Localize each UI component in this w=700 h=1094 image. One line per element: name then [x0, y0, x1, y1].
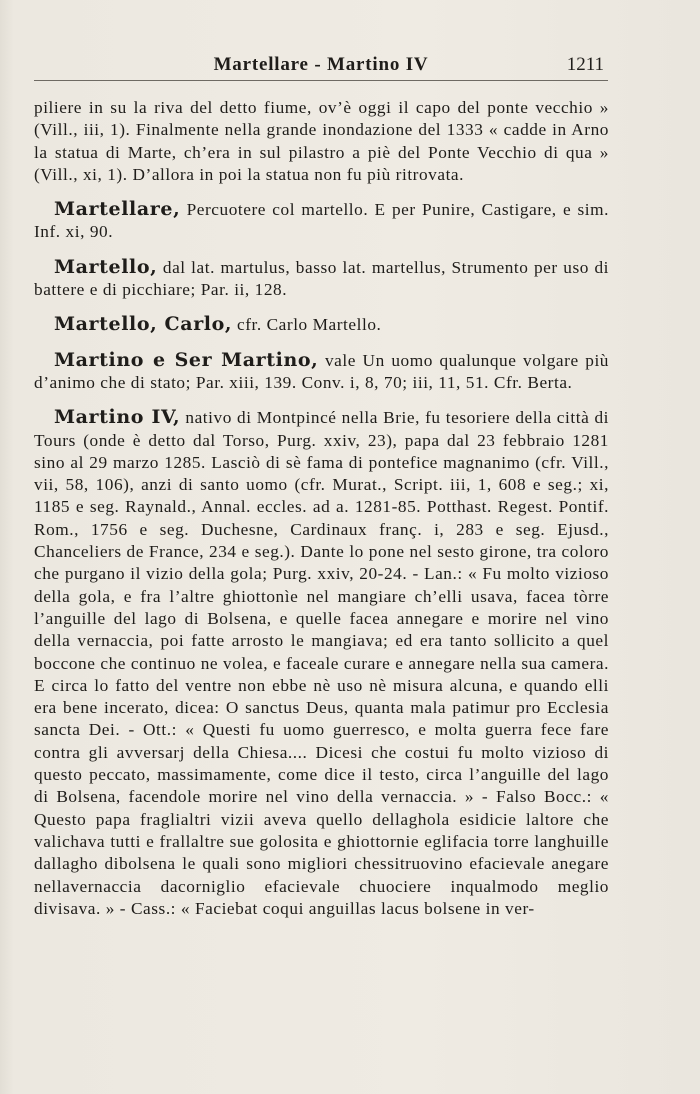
entry-text: dal lat. martulus, basso lat. martellus, Strumento per uso di battere e di picchiare; Par. ii, 128. [34, 257, 609, 300]
entry-martellare [34, 198, 609, 244]
headword: Martello, [54, 255, 158, 278]
running-title: Martellare - Martino IV [213, 54, 429, 75]
entry-martello [34, 256, 609, 302]
continued-paragraph: piliere in su la riva del detto fiume, ov’è oggi il capo del ponte vecchio » (Vill., iii, 1). Finalmente nella grande inondazione del 1333 « cadde in Arno la statua di Marte, ch’era in sul pilastro a piè del Ponte Vecchio di qua » (Vill., xi, 1). D’allora in poi la statua non fu più ritrovata. [34, 98, 609, 184]
entry-text: cfr. Carlo Martello. [232, 315, 382, 335]
entry-text: Percuotere col martello. E per Punire, Castigare, e sim. Inf. xi, 90. [34, 200, 609, 242]
headword: Martino e Ser Martino, [54, 348, 319, 371]
entry-text: vale Un uomo qualunque volgare più d’animo che di stato; Par. xiii, 139. Conv. i, 8, 70; iii, 11, 51. Cfr. Berta. [34, 350, 609, 392]
running-header [34, 52, 608, 82]
entry-martino [34, 349, 609, 395]
headword: Martello, Carlo, [54, 313, 233, 336]
page-number: 1211 [566, 54, 604, 75]
dictionary-text [34, 97, 609, 920]
header-rule [34, 80, 608, 81]
headword: Martellare, [54, 198, 181, 221]
entry-text: nativo di Montpincé nella Brie, fu tesoriere della città di Tours (onde è detto dal Torso, Purg. xxiv, 23), papa dal 23 febbraio 1281 sino al 29 marzo 1285. Lasciò di sè fama di pontefice magnanimo (cfr. Vill., vii, 58, 106), anzi di santo uomo (cfr. Murat., Script. iii, 1, 608 e seg.; xi, 1185 e seg. Raynald., Annal. eccles. ad a. 1281-85. Potthast. Regest. Pontif. Rom., 1756 e seg. Duchesne, Cardinaux franç. i, 283 e seg. Ejusd., Chanceliers de France, 234 e seg.). Dante lo pone nel sesto girone, tra coloro che purgano il vizio della gola; Purg. xxiv, 20-24. - Lan.: « Fu molto vizioso della gola, e fra l’altre ghiottonìe nel mangiare ch’elli usava, facea tòrre l’anguille del lago di Bolsena, e quelle facea annegare e morire nel vino della vernaccia, poi fatte arrosto le mangiava; ed era tanto sollicito a quel boccone che continuo ne volea, e faceale curare e annegare nella sua camera. E circa lo fatto del ventre non ebbe nè uso nè misura alcuna, e quando elli era bene incerato, dicea: O sanctus Deus, quanta mala patimur pro Ecclesia sancta Dei. - Ott.: « Questi fu uomo guerresco, e molta guerra fece fare contra gli avversarj della Chiesa.... Dicesi che costui fu molto vizioso di questo peccato, massimamente, come dice il testo, circa l’anguille del lago di Bolsena, facendole morire nel vino della vernaccia. » - Falso Bocc.: « Questo papa fraglialtri vizii aveva quello dellaghola esidicie laltore che valichava tutti e frallaltre sue golosita e ghiottornie eglifacia torre langhuille dallagho dibolsena le quali sono migliori chessitruovino efacievale anegare nellavernaccia dacorniglio efacievale chuociere inqualmodo meglio divisava. » - Cass.: « Faciebat coqui anguillas lacus bolsene in ver- [34, 408, 609, 918]
headword: Martino IV, [54, 406, 181, 429]
entry-martino-iv [34, 406, 609, 920]
entry-martello-carlo [34, 313, 609, 336]
